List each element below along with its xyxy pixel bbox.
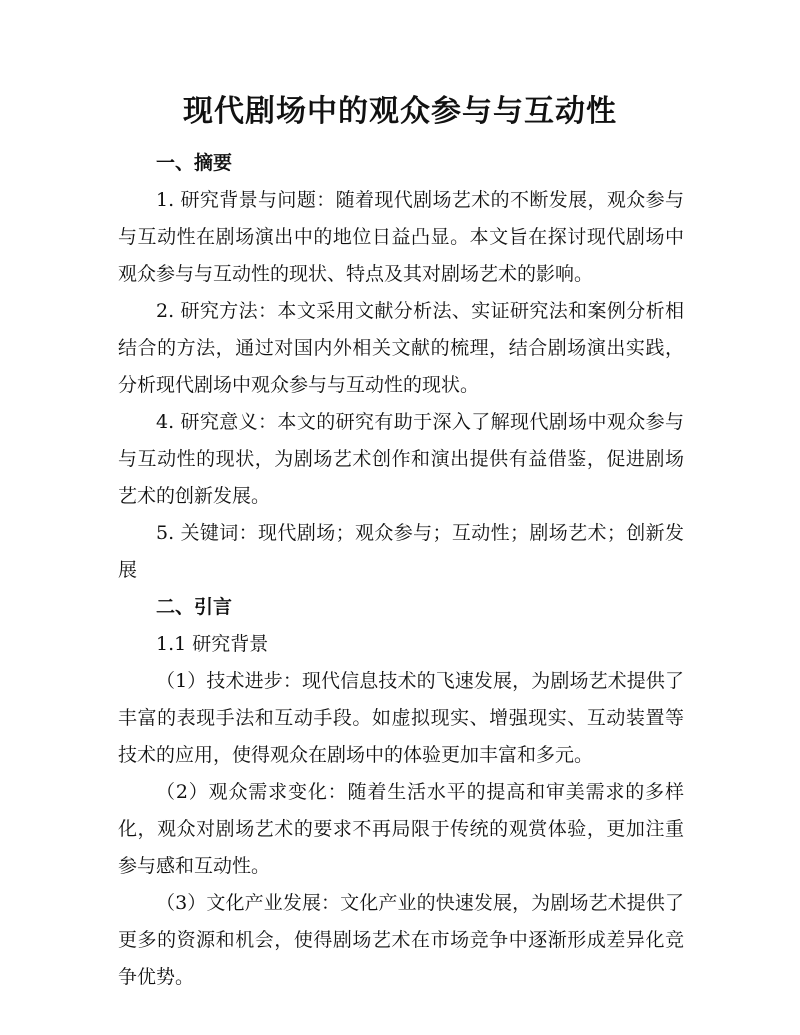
document-body <box>118 145 684 996</box>
abstract-item-significance: 4. 研究意义：本文的研究有助于深入了解现代剧场中观众参与与互动性的现状，为剧场艺术创作和演出提供有益借鉴，促进剧场艺术的创新发展。 <box>118 411 684 507</box>
intro-item-technology: （1）技术进步：现代信息技术的飞速发展，为剧场艺术提供了丰富的表现手法和互动手段。如虚拟现实、增强现实、互动装置等技术的应用，使得观众在剧场中的体验更加丰富和多元。 <box>118 670 684 766</box>
abstract-item-background: 1. 研究背景与问题：随着现代剧场艺术的不断发展，观众参与与互动性在剧场演出中的地位日益凸显。本文旨在探讨现代剧场中观众参与与互动性的现状、特点及其对剧场艺术的影响。 <box>118 189 684 285</box>
research-background-subheading: 1.1 研究背景 <box>156 633 269 655</box>
abstract-item-method: 2. 研究方法：本文采用文献分析法、实证研究法和案例分析相结合的方法，通过对国内外相关文献的梳理，结合剧场演出实践，分析现代剧场中观众参与与互动性的现状。 <box>118 300 684 396</box>
introduction-heading: 二、引言 <box>156 596 233 618</box>
abstract-item-keywords: 5. 关键词：现代剧场；观众参与；互动性；剧场艺术；创新发展 <box>118 522 684 581</box>
intro-item-audience-needs: （2）观众需求变化：随着生活水平的提高和审美需求的多样化，观众对剧场艺术的要求不再局限于传统的观赏体验，更加注重参与感和互动性。 <box>118 781 684 877</box>
abstract-heading: 一、摘要 <box>156 152 233 174</box>
document-title: 现代剧场中的观众参与与互动性 <box>183 94 617 129</box>
intro-item-culture-industry: （3）文化产业发展：文化产业的快速发展，为剧场艺术提供了更多的资源和机会，使得剧场艺术在市场竞争中逐渐形成差异化竞争优势。 <box>118 892 684 988</box>
